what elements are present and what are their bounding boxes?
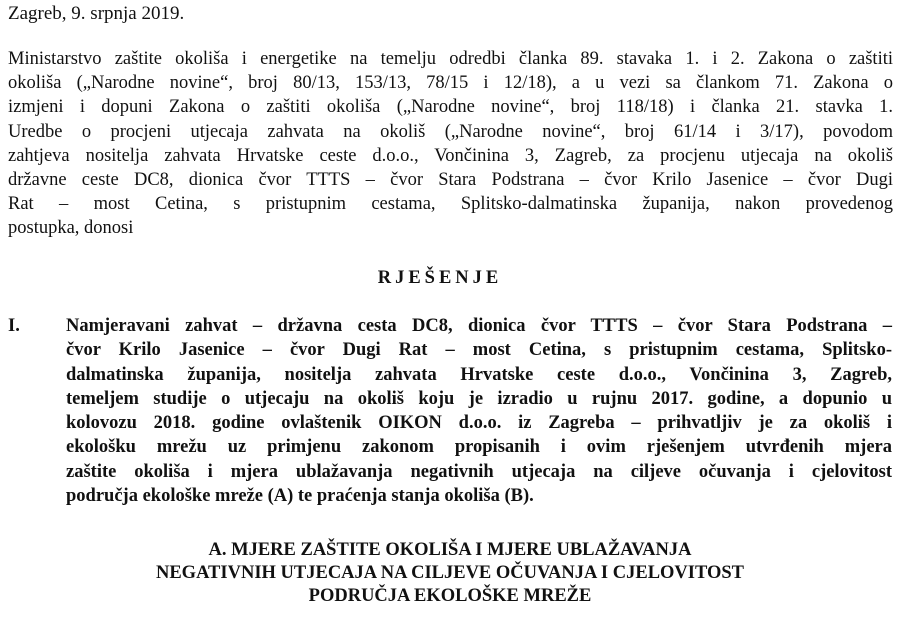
intro-paragraph bbox=[8, 47, 893, 241]
intro-line: državne ceste DC8, dionica čvor TTTS – čvor Stara Podstrana – čvor Krilo Jasenice – čvor Dugi bbox=[8, 170, 893, 191]
item-number: I. bbox=[8, 316, 20, 336]
item-line: čvor Krilo Jasenice – čvor Dugi Rat – most Cetina, s pristupnim cestama, Splitsko- bbox=[66, 340, 892, 361]
item-line: zaštite okoliša i mjera ublažavanja negativnih utjecaja na ciljeve očuvanja i cjelovitost bbox=[66, 461, 892, 482]
decision-heading: RJEŠENJE bbox=[377, 268, 503, 288]
item-line: kolovozu 2018. godine ovlaštenik OIKON d.o.o. iz Zagreba – prihvatljiv je za okoliš i bbox=[66, 413, 892, 434]
intro-line: Uredbe o procjeni utjecaja zahvata na okoliš („Narodne novine“, broj 61/14 i 3/17), povodom bbox=[8, 121, 893, 142]
item-line: područja ekološke mreže (A) te praćenja stanja okoliša (B). bbox=[66, 486, 534, 507]
intro-line: okoliša („Narodne novine“, broj 80/13, 153/13, 78/15 i 12/18), a u vezi sa člankom 71. Zakona o bbox=[8, 73, 893, 94]
section-heading-line: A. MJERE ZAŠTITE OKOLIŠA I MJERE UBLAŽAVANJA bbox=[208, 540, 692, 560]
intro-line: postupka, donosi bbox=[8, 218, 134, 239]
intro-line: Ministarstvo zaštite okoliša i energetike na temelju odredbi članka 89. stavaka 1. i 2. Zakona o zaštiti bbox=[8, 49, 893, 69]
intro-line: Rat – most Cetina, s pristupnim cestama, Splitsko-dalmatinska županija, nakon provedenog bbox=[8, 194, 893, 215]
document-date: Zagreb, 9. srpnja 2019. bbox=[8, 3, 185, 24]
item-line: Namjeravani zahvat – državna cesta DC8, dionica čvor TTTS – čvor Stara Podstrana – bbox=[66, 316, 892, 336]
section-heading-line: NEGATIVNIH UTJECAJA NA CILJEVE OČUVANJA I CJELOVITOST bbox=[155, 563, 745, 583]
item-line: dalmatinska županija, nositelja zahvata Hrvatske ceste d.o.o., Vončinina 3, Zagreb, bbox=[66, 364, 892, 385]
section-heading-line: PODRUČJA EKOLOŠKE MREŽE bbox=[308, 586, 592, 606]
item-paragraph bbox=[66, 314, 892, 508]
section-a-heading bbox=[0, 539, 900, 608]
intro-line: izmjeni i dopuni Zakona o zaštiti okoliša („Narodne novine“, broj 118/18) i članka 21. stavka 1. bbox=[8, 97, 893, 118]
item-line: temeljem studije o utjecaju na okoliš koju je izradio u rujnu 2017. godine, a dopunio u bbox=[66, 388, 892, 409]
intro-line: zahtjeva nositelja zahvata Hrvatske ceste d.o.o., Vončinina 3, Zagreb, za procjenu utjecaja na okoliš bbox=[8, 145, 893, 166]
item-line: ekološku mrežu uz primjenu zakonom propisanih i ovim rješenjem utvrđenih mjera bbox=[66, 437, 892, 458]
